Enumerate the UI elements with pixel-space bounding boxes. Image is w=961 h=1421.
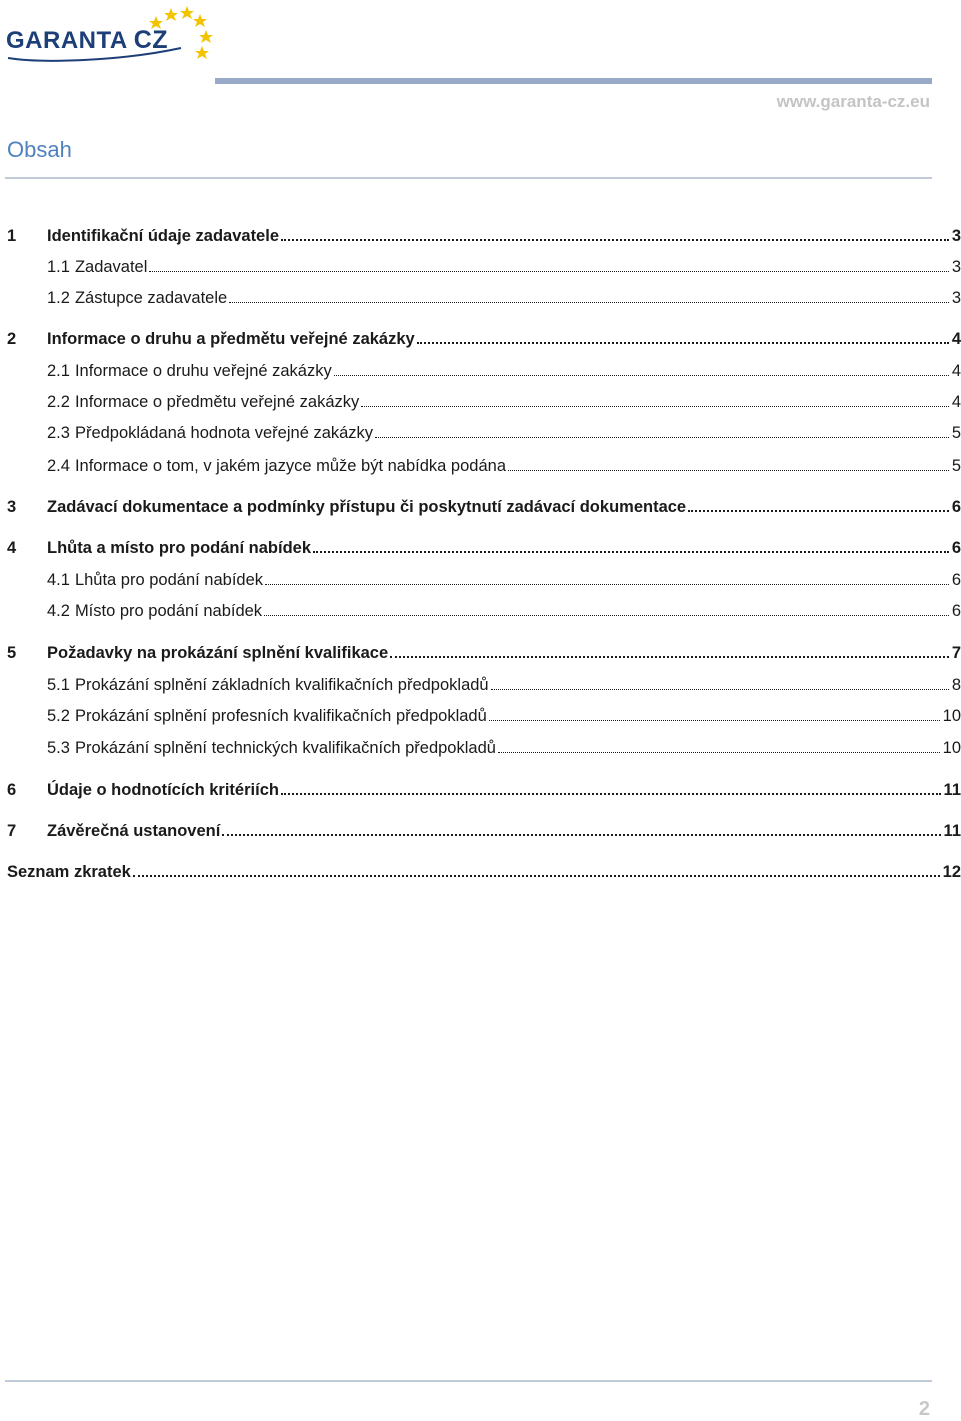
toc-entry-page: 4	[951, 330, 961, 348]
toc-entry-title: Prokázání splnění základních kvalifikačních předpokladů	[74, 676, 489, 694]
toc-entry-title: Informace o předmětu veřejné zakázky	[74, 393, 360, 411]
toc-entry-page: 5	[951, 424, 961, 442]
toc-entry-number: 2.1	[47, 362, 70, 380]
toc-leader-dots	[361, 406, 949, 407]
toc-entry[interactable]	[47, 706, 961, 726]
toc-leader-dots	[498, 752, 940, 753]
toc-entry[interactable]	[7, 538, 961, 558]
website-url[interactable]: www.garanta-cz.eu	[776, 92, 930, 111]
toc-entry-title: Prokázání splnění technických kvalifikačních předpokladů	[74, 739, 496, 757]
toc-entry-title: Identifikační údaje zadavatele	[47, 227, 279, 245]
toc-entry[interactable]	[7, 329, 961, 349]
toc-heading: Obsah	[7, 137, 72, 162]
page-header	[0, 0, 960, 120]
toc-entry[interactable]	[47, 570, 961, 590]
toc-entry-title: Místo pro podání nabídek	[74, 602, 263, 620]
toc-entry[interactable]	[47, 601, 961, 621]
toc-entry-page: 8	[951, 676, 961, 694]
logo-cz: CZ	[133, 26, 169, 54]
toc-entry[interactable]	[47, 288, 961, 308]
toc-leader-dots	[688, 510, 949, 512]
toc-entry-page: 7	[951, 644, 961, 662]
toc-entry-page: 3	[951, 227, 961, 245]
toc-leader-dots	[265, 584, 949, 585]
toc-entry-title: Předpokládaná hodnota veřejné zakázky	[74, 424, 374, 442]
toc-entry-title: Zadavatel	[74, 258, 148, 276]
toc-entry[interactable]	[47, 361, 961, 381]
toc-entry-number: 7	[7, 822, 17, 840]
toc-entry[interactable]	[47, 738, 961, 758]
toc-entry[interactable]	[7, 862, 961, 882]
toc-entry[interactable]	[7, 643, 961, 663]
logo-wordmark	[6, 26, 168, 55]
toc-entry-number: 6	[7, 781, 17, 799]
toc-entry-page: 11	[943, 781, 961, 799]
toc-leader-dots	[133, 875, 940, 877]
toc-entry-number: 4.1	[47, 571, 70, 589]
toc-leader-dots	[390, 656, 949, 658]
toc-entry-title: Požadavky na prokázání splnění kvalifikace	[47, 644, 389, 662]
toc-entry-page: 6	[951, 602, 961, 620]
toc-entry[interactable]	[47, 423, 961, 443]
toc-leader-dots	[491, 689, 949, 690]
toc-entry-number: 2	[7, 330, 17, 348]
toc-entry-page: 5	[951, 457, 961, 475]
toc-entry[interactable]	[7, 497, 961, 517]
toc-leader-dots	[334, 375, 949, 376]
toc-entry[interactable]	[47, 456, 961, 476]
toc-entry-page: 3	[951, 258, 961, 276]
toc-entry-number: 4.2	[47, 602, 70, 620]
toc-leader-dots	[313, 551, 949, 553]
toc-entry-page: 6	[951, 571, 961, 589]
toc-entry-number: 3	[7, 498, 17, 516]
toc-entry-page: 4	[951, 393, 961, 411]
toc-entry[interactable]	[47, 257, 961, 277]
toc-leader-dots	[508, 470, 949, 471]
toc-entry-title: Informace o tom, v jakém jazyce může být nabídka podána	[74, 457, 506, 475]
toc-leader-dots	[281, 793, 941, 795]
toc-entry[interactable]	[7, 780, 961, 800]
page-number: 2	[918, 1398, 930, 1420]
garanta-logo	[6, 2, 216, 64]
toc-entry-page: 11	[943, 822, 961, 840]
toc-entry-title: Zástupce zadavatele	[74, 289, 228, 307]
toc-entry-number: 2.2	[47, 393, 70, 411]
toc-leader-dots	[489, 720, 940, 721]
toc-entry-number: 1.2	[47, 289, 70, 307]
toc-entry-title: Seznam zkratek	[7, 863, 131, 881]
toc-entry-number: 5.3	[47, 739, 70, 757]
heading-divider	[5, 177, 932, 179]
toc-entry-title: Informace o druhu a předmětu veřejné zakázky	[47, 330, 415, 348]
toc-entry-number: 4	[7, 539, 17, 557]
toc-leader-dots	[281, 239, 949, 241]
toc-entry-number: 5.1	[47, 676, 70, 694]
toc-entry[interactable]	[47, 675, 961, 695]
toc-leader-dots	[417, 342, 949, 344]
toc-entry[interactable]	[7, 226, 961, 246]
toc-entry-page: 12	[942, 863, 961, 881]
toc-entry-number: 1	[7, 227, 17, 245]
toc-entry-title: Údaje o hodnotících kritériích	[47, 781, 279, 799]
toc-entry-page: 3	[951, 289, 961, 307]
toc-entry-number: 2.3	[47, 424, 70, 442]
toc-entry-title: Informace o druhu veřejné zakázky	[74, 362, 332, 380]
toc-entry-page: 6	[951, 498, 961, 516]
toc-entry-page: 10	[942, 739, 961, 757]
toc-leader-dots	[375, 437, 949, 438]
toc-entry-page: 4	[951, 362, 961, 380]
toc-entry[interactable]	[47, 392, 961, 412]
toc-leader-dots	[229, 302, 949, 303]
toc-entry[interactable]	[7, 821, 961, 841]
toc-leader-dots	[264, 615, 949, 616]
toc-entry-title: Prokázání splnění profesních kvalifikačních předpokladů	[74, 707, 487, 725]
toc-leader-dots	[149, 271, 948, 272]
logo-text: GARANTA	[6, 27, 128, 54]
toc-entry-number: 5.2	[47, 707, 70, 725]
toc-entry-title: Závěrečná ustanovení	[47, 822, 221, 840]
toc-entry-title: Lhůta a místo pro podání nabídek	[47, 539, 312, 557]
toc-entry-number: 1.1	[47, 258, 70, 276]
toc-entry-title: Lhůta pro podání nabídek	[74, 571, 264, 589]
toc-entry-page: 10	[942, 707, 961, 725]
toc-entry-number: 2.4	[47, 457, 70, 475]
footer-divider	[5, 1380, 932, 1382]
toc-leader-dots	[222, 834, 940, 836]
toc-entry-title: Zadávací dokumentace a podmínky přístupu či poskytnutí zadávací dokumentace	[47, 498, 687, 516]
header-rule	[215, 78, 932, 84]
toc-entry-number: 5	[7, 644, 17, 662]
toc-entry-page: 6	[951, 539, 961, 557]
